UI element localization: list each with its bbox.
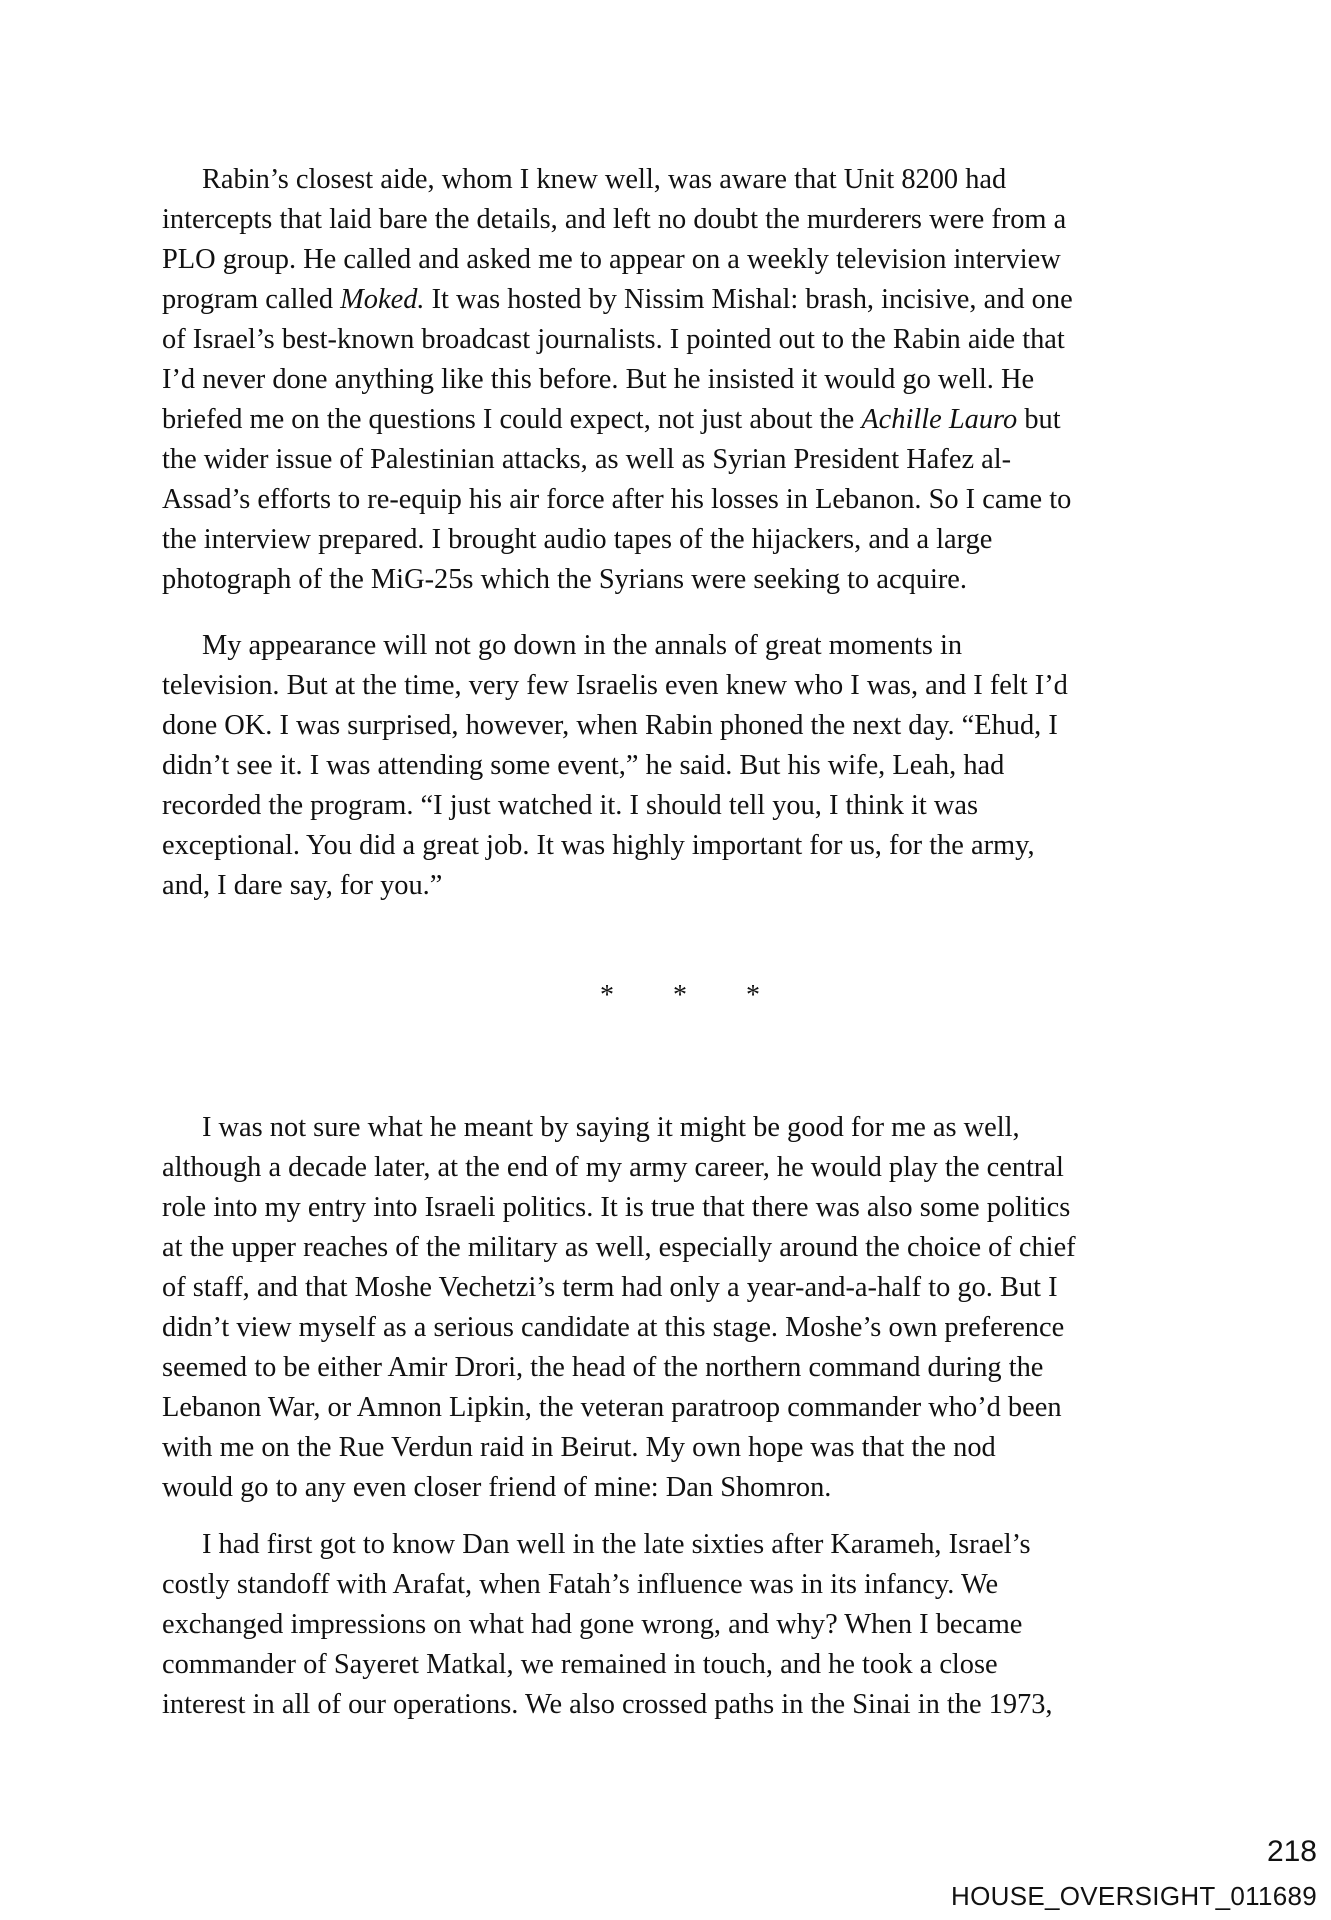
text-line: would go to any even closer friend of mine: Dan Shomron. bbox=[162, 1472, 832, 1503]
text-line bbox=[162, 280, 1182, 320]
asterisk: * bbox=[746, 980, 760, 1011]
text-line: photograph of the MiG-25s which the Syrians were seeking to acquire. bbox=[162, 564, 967, 595]
asterisk: * bbox=[673, 980, 687, 1011]
paragraph-2 bbox=[162, 626, 1182, 906]
asterisk: * bbox=[600, 980, 614, 1011]
text-fragment: briefed me on the questions I could expect, not just about the bbox=[162, 404, 862, 435]
text-line: didn’t see it. I was attending some event,” he said. But his wife, Leah, had bbox=[162, 750, 1005, 781]
text-line: Lebanon War, or Amnon Lipkin, the veteran paratroop commander who’d been bbox=[162, 1392, 1062, 1423]
text-line: intercepts that laid bare the details, and left no doubt the murderers were from a bbox=[162, 204, 1067, 235]
text-line: I had first got to know Dan well in the late sixties after Karameh, Israel’s bbox=[202, 1529, 1031, 1560]
text-fragment: program called bbox=[162, 284, 341, 315]
text-line: the wider issue of Palestinian attacks, as well as Syrian President Hafez al- bbox=[162, 444, 1012, 475]
text-line: My appearance will not go down in the annals of great moments in bbox=[202, 630, 963, 661]
text-line: the interview prepared. I brought audio tapes of the hijackers, and a large bbox=[162, 524, 993, 555]
italic-title-achille-lauro: Achille Lauro bbox=[861, 404, 1018, 435]
text-line: of staff, and that Moshe Vechetzi’s term had only a year-and-a-half to go. But I bbox=[162, 1272, 1058, 1303]
text-line: of Israel’s best-known broadcast journalists. I pointed out to the Rabin aide that bbox=[162, 324, 1065, 355]
text-line: seemed to be either Amir Drori, the head of the northern command during the bbox=[162, 1352, 1044, 1383]
text-line bbox=[162, 400, 1182, 440]
text-line: I was not sure what he meant by saying it might be good for me as well, bbox=[202, 1112, 1020, 1143]
text-line: Assad’s efforts to re-equip his air force after his losses in Lebanon. So I came to bbox=[162, 484, 1072, 515]
text-line: PLO group. He called and asked me to appear on a weekly television interview bbox=[162, 244, 1061, 275]
text-line: Rabin’s closest aide, whom I knew well, was aware that Unit 8200 had bbox=[202, 164, 1007, 195]
paragraph-4 bbox=[162, 1525, 1182, 1725]
text-fragment: but bbox=[1017, 404, 1061, 435]
text-fragment: It was hosted by Nissim Mishal: brash, incisive, and one bbox=[424, 284, 1073, 315]
text-line: although a decade later, at the end of my army career, he would play the central bbox=[162, 1152, 1064, 1183]
text-line: with me on the Rue Verdun raid in Beirut. My own hope was that the nod bbox=[162, 1432, 996, 1463]
text-line: commander of Sayeret Matkal, we remained in touch, and he took a close bbox=[162, 1649, 998, 1680]
text-line: done OK. I was surprised, however, when Rabin phoned the next day. “Ehud, I bbox=[162, 710, 1058, 741]
text-line: I’d never done anything like this before. But he insisted it would go well. He bbox=[162, 364, 1035, 395]
text-line: recorded the program. “I just watched it. I should tell you, I think it was bbox=[162, 790, 979, 821]
page-number: 218 bbox=[1266, 1835, 1317, 1868]
italic-title-moked: Moked. bbox=[340, 284, 425, 315]
text-line: at the upper reaches of the military as well, especially around the choice of chief bbox=[162, 1232, 1076, 1263]
text-line: role into my entry into Israeli politics. It is true that there was also some politics bbox=[162, 1192, 1071, 1223]
text-line: costly standoff with Arafat, when Fatah’s influence was in its infancy. We bbox=[162, 1569, 999, 1600]
paragraph-1 bbox=[162, 160, 1182, 600]
text-line: didn’t view myself as a serious candidate at this stage. Moshe’s own preference bbox=[162, 1312, 1065, 1343]
text-line: exceptional. You did a great job. It was highly important for us, for the army, bbox=[162, 830, 1035, 861]
text-line: and, I dare say, for you.” bbox=[162, 870, 443, 901]
paragraph-3 bbox=[162, 1108, 1182, 1508]
text-line: interest in all of our operations. We also crossed paths in the Sinai in the 1973, bbox=[162, 1689, 1053, 1720]
scene-break bbox=[600, 980, 760, 1012]
text-line: exchanged impressions on what had gone wrong, and why? When I became bbox=[162, 1609, 1023, 1640]
text-line: television. But at the time, very few Israelis even knew who I was, and I felt I’d bbox=[162, 670, 1068, 701]
bates-number: HOUSE_OVERSIGHT_011689 bbox=[951, 1881, 1317, 1911]
